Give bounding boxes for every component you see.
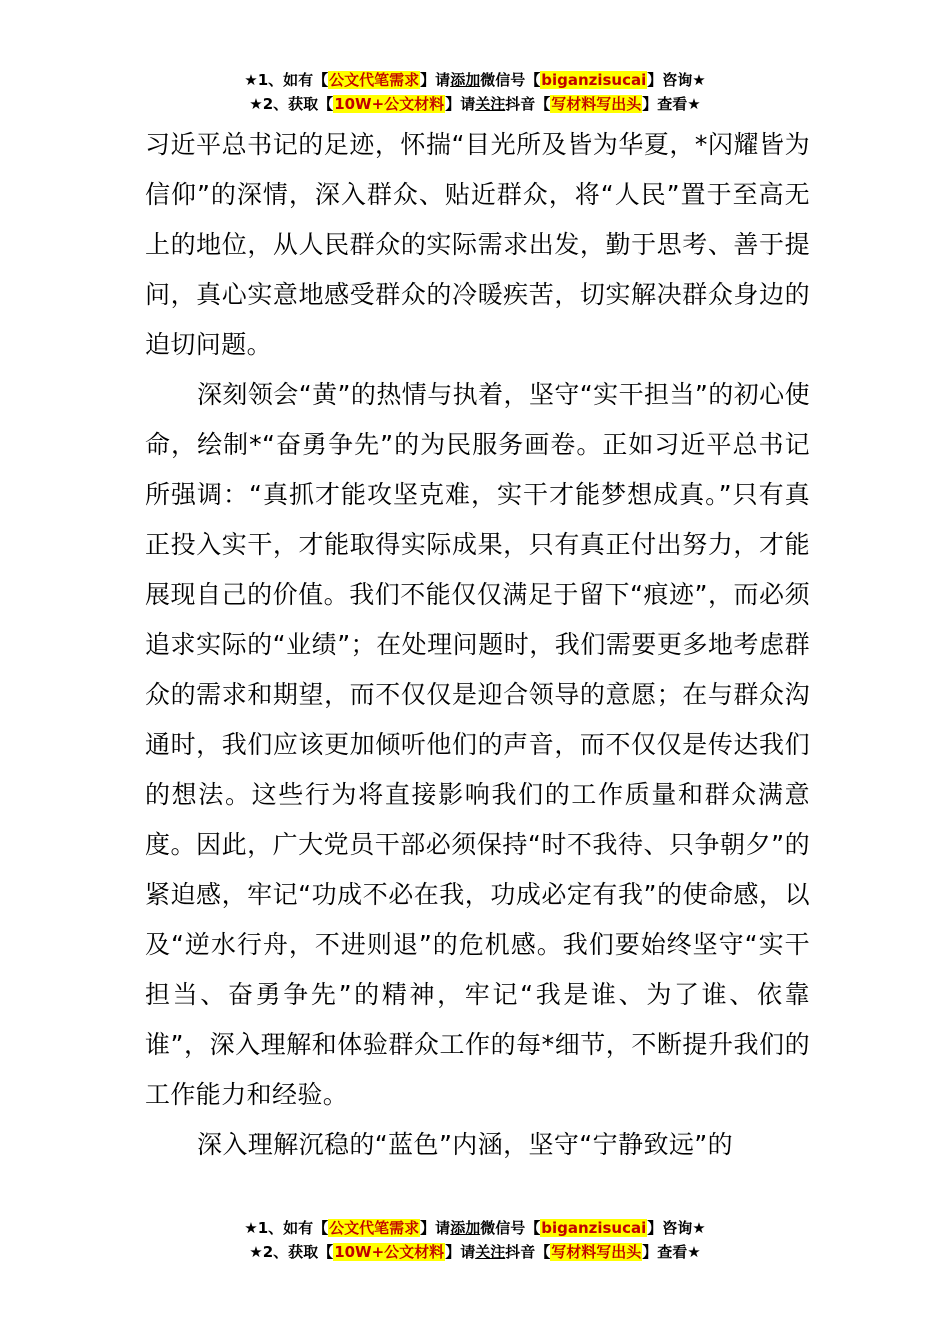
banner-highlight: 10W+公文材料 <box>334 1243 445 1261</box>
banner-text: 】咨询★ <box>647 1219 706 1237</box>
banner-highlight: 公文代笔需求 <box>329 1219 420 1237</box>
banner-line-2 <box>0 92 950 116</box>
banner-text: ★2、获取【 <box>249 1243 334 1261</box>
footer-banner <box>0 1216 950 1264</box>
banner-text: 抖音【 <box>505 95 551 113</box>
banner-text: 微信号【 <box>480 1219 541 1237</box>
banner-text: ★1、如有【 <box>244 71 329 89</box>
banner-underline: 关注 <box>475 95 506 113</box>
banner-text: 】请 <box>420 71 451 89</box>
banner-text: ★2、获取【 <box>249 95 334 113</box>
paragraph-yellow: 深刻领会“黄”的热情与执着，坚守“实干担当”的初心使命，绘制*“奋勇争先”的为民服务画卷。正如习近平总书记所强调：“真抓才能攻坚克难，实干才能梦想成真。”只有真正投入实干，才能取得实际成果，只有真正付出努力，才能展现自己的价值。我们不能仅仅满足于留下“痕迹”，而必须追求实际的“业绩”；在处理问题时，我们需要更多地考虑群众的需求和期望，而不仅仅是迎合领导的意愿；在与群众沟通时，我们应该更加倾听他们的声音，而不仅仅是传达我们的想法。这些行为将直接影响我们的工作质量和群众满意度。因此，广大党员干部必须保持“时不我待、只争朝夕”的紧迫感，牢记“功成不必在我，功成必定有我”的使命感，以及“逆水行舟，不进则退”的危机感。我们要始终坚守“实干担当、奋勇争先”的精神，牢记“我是谁、为了谁、依靠谁”，深入理解和体验群众工作的每*细节，不断提升我们的工作能力和经验。 <box>145 380 810 1109</box>
paragraph-blue: 深入理解沉稳的“蓝色”内涵，坚守“宁静致远”的 <box>197 1130 734 1159</box>
banner-text: 抖音【 <box>505 1243 551 1261</box>
banner-highlight: 写材料写出头 <box>551 1243 642 1261</box>
banner-underline: 关注 <box>475 1243 506 1261</box>
banner-text: ★1、如有【 <box>244 1219 329 1237</box>
banner-text: 】请 <box>445 1243 476 1261</box>
document-body <box>145 120 810 1170</box>
banner-text: 】查看★ <box>642 1243 701 1261</box>
banner-line-1 <box>0 1216 950 1240</box>
banner-line-2 <box>0 1240 950 1264</box>
banner-highlight: 公文代笔需求 <box>329 71 420 89</box>
banner-highlight: biganzisucai <box>541 71 647 89</box>
banner-highlight: 10W+公文材料 <box>334 95 445 113</box>
banner-highlight: 写材料写出头 <box>551 95 642 113</box>
paragraph-continuation: 习近平总书记的足迹，怀揣“目光所及皆为华夏，*闪耀皆为信仰”的深情，深入群众、贴近群众，将“人民”置于至高无上的地位，从人民群众的实际需求出发，勤于思考、善于提问，真心实意地感受群众的冷暖疾苦，切实解决群众身边的迫切问题。 <box>145 130 810 359</box>
banner-text: 】查看★ <box>642 95 701 113</box>
banner-text: 】请 <box>445 95 476 113</box>
banner-text: 微信号【 <box>480 71 541 89</box>
header-banner <box>0 68 950 116</box>
banner-highlight: biganzisucai <box>541 1219 647 1237</box>
banner-text: 】咨询★ <box>647 71 706 89</box>
banner-line-1 <box>0 68 950 92</box>
banner-text: 】请 <box>420 1219 451 1237</box>
banner-underline: 添加 <box>450 71 481 89</box>
banner-underline: 添加 <box>450 1219 481 1237</box>
